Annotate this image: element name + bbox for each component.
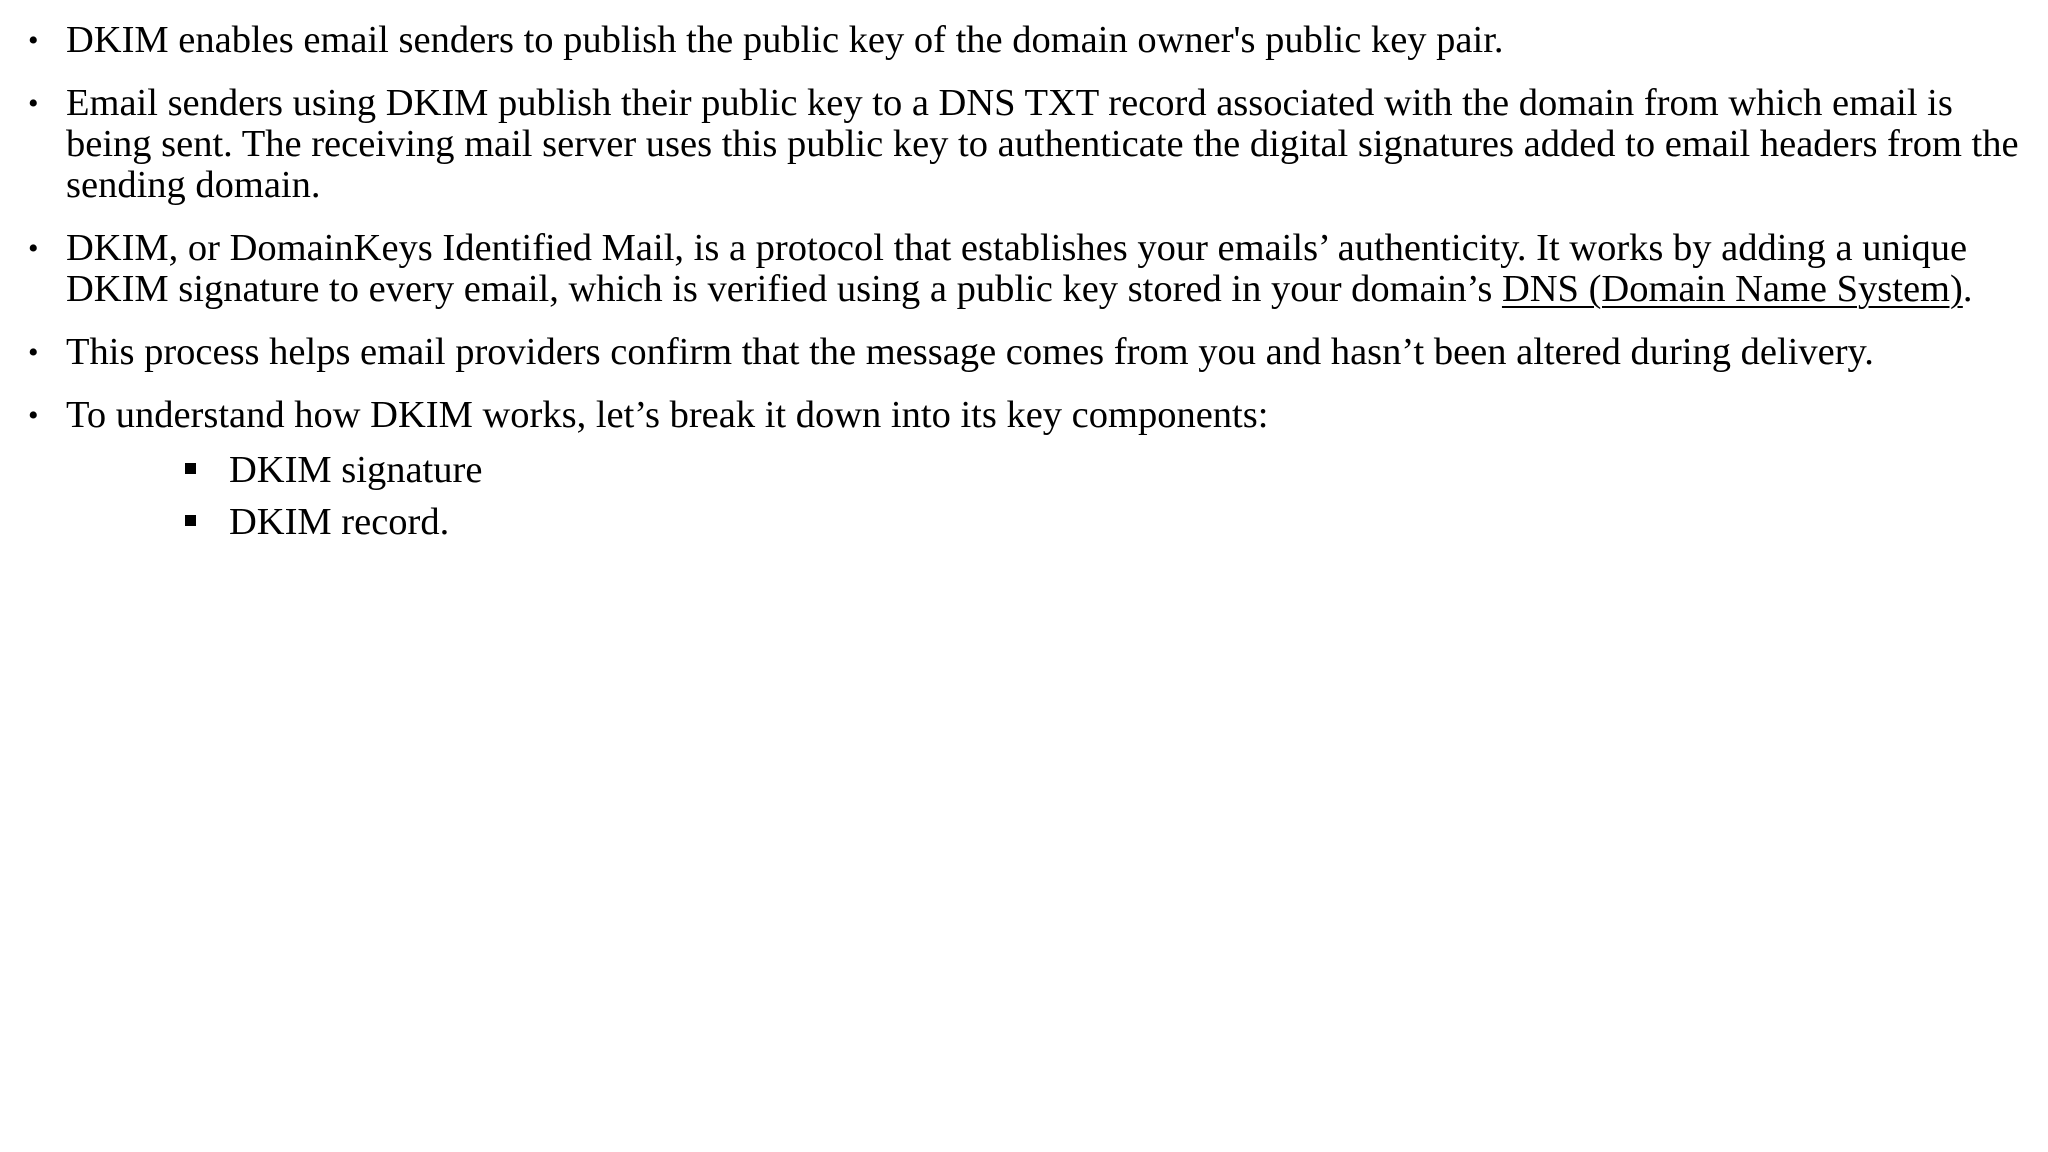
bullet-icon: •	[28, 24, 39, 57]
bullet-text: Email senders using DKIM publish their public key to a DNS TXT record associated with the domain from which email is being sent. The receiving mail server uses this public key to authenticate the digital signatures added to email headers from the sending domain.	[66, 82, 2019, 206]
sub-item-dkim-signature	[66, 444, 2028, 496]
bullet-text: DKIM enables email senders to publish the public key of the domain owner's public key pair.	[66, 19, 1504, 61]
bullet-icon: •	[28, 232, 39, 265]
sub-item-text: DKIM signature	[229, 449, 483, 491]
bullet-text: This process helps email providers confirm that the message comes from you and hasn’t been altered during delivery.	[66, 331, 1874, 373]
bullet-item-4	[0, 332, 2048, 373]
bullet-text-end: .	[1962, 268, 1973, 310]
bullet-item-3	[0, 228, 2048, 310]
sub-list	[66, 444, 2028, 548]
square-bullet-icon	[185, 515, 196, 526]
bullet-item-5	[0, 395, 2048, 548]
bullet-item-1	[0, 20, 2048, 61]
sub-item-dkim-record	[66, 496, 2028, 548]
bullet-icon: •	[28, 87, 39, 120]
bullet-icon: •	[28, 336, 39, 369]
square-bullet-icon	[185, 463, 196, 474]
bullet-text: To understand how DKIM works, let’s break it down into its key components:	[66, 394, 1269, 436]
bullet-text: DKIM, or DomainKeys Identified Mail, is a protocol that establishes your emails’ authenticity. It works by adding a unique DKIM signature to every email, which is verified using a public key stored in your domain’s	[66, 227, 1968, 310]
bullet-list	[0, 20, 2048, 570]
bullet-item-2	[0, 83, 2048, 206]
dns-link[interactable]: DNS (Domain Name System)	[1501, 268, 1963, 310]
sub-item-text: DKIM record.	[229, 501, 450, 543]
bullet-icon: •	[28, 399, 39, 432]
